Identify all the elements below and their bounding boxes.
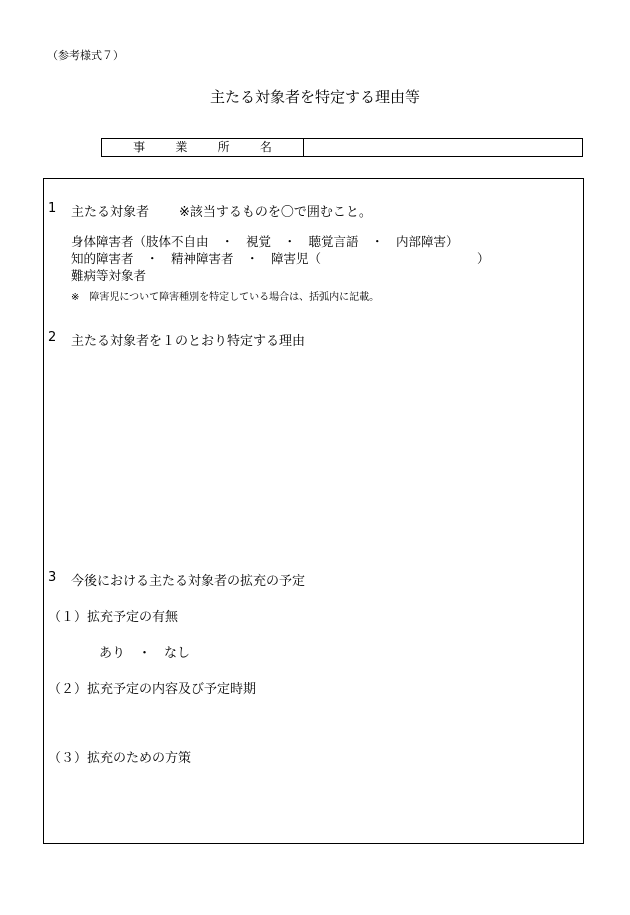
section3-sub1-options: あり ・ なし <box>99 646 191 661</box>
office-name-char: 名 <box>259 140 272 154</box>
section3-heading: 今後における主たる対象者の拡充の予定 <box>71 574 306 589</box>
section1-note: ※ 障害児について障害種別を特定している場合は、括弧内に記載。 <box>71 292 380 303</box>
section1-heading: 主たる対象者 <box>71 205 150 220</box>
office-name-char: 所 <box>217 140 230 154</box>
section3-sub3-label: （３）拡充のための方策 <box>48 751 192 766</box>
option-physical-disability: 身体障害者（肢体不自由 ・ 視覚 ・ 聴覚言語 ・ 内部障害） <box>71 234 459 249</box>
section2-heading: 主たる対象者を１のとおり特定する理由 <box>71 334 306 349</box>
document-title: 主たる対象者を特定する理由等 <box>209 88 420 106</box>
option-intractable-disease: 難病等対象者 <box>71 268 147 283</box>
section3-sub2-label: （２）拡充予定の内容及び予定時期 <box>48 682 257 697</box>
office-name-char: 業 <box>175 140 188 154</box>
office-name-char: 事 <box>133 140 146 154</box>
section1-instruction: ※該当するものを〇で囲むこと。 <box>179 205 372 220</box>
section3-number: 3 <box>48 570 57 585</box>
reference-form-number: （参考様式７） <box>47 49 124 62</box>
section1-number: 1 <box>48 201 57 216</box>
option-intellectual-mental-child: 知的障害者 ・ 精神障害者 ・ 障害児（ <box>71 251 322 266</box>
office-name-row <box>101 138 583 157</box>
office-name-label <box>102 139 304 156</box>
section2-number: 2 <box>48 330 57 345</box>
section3-sub1-label: （１）拡充予定の有無 <box>48 610 179 625</box>
option-child-close-paren: ） <box>477 251 490 266</box>
office-name-field[interactable] <box>304 139 582 156</box>
